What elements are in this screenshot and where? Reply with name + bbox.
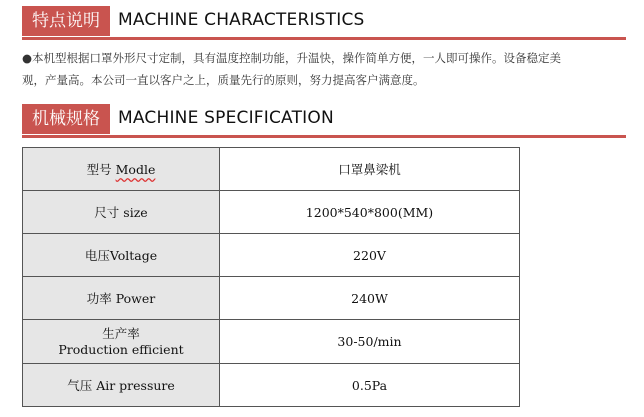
spec-label-model-cn: 型号 — [86, 162, 112, 177]
spec-label-air-pressure-en: Air pressure — [96, 378, 175, 393]
specification-table — [22, 147, 520, 407]
spec-label-voltage — [23, 234, 220, 277]
spec-label-size-en: size — [123, 205, 148, 220]
spec-value-production: 30-50/min — [220, 320, 520, 364]
spec-label-production-en: Production efficient — [58, 341, 184, 357]
table-row — [23, 191, 520, 234]
spec-label-air-pressure-cn: 气压 — [67, 378, 93, 393]
specification-tag: 机械规格 — [22, 104, 110, 134]
characteristics-description: ●本机型根据口罩外形尺寸定制，具有温度控制功能，升温快，操作简单方便，一人即可操作。设备稳定美观，产量高。本公司一直以客户之上，质量先行的原则，努力提高客户满意度。 — [22, 51, 562, 87]
specification-header — [22, 104, 626, 138]
spec-label-size — [23, 191, 220, 234]
spec-label-size-cn: 尺寸 — [94, 205, 120, 220]
spec-value-voltage: 220V — [220, 234, 520, 277]
spec-label-air-pressure — [23, 364, 220, 407]
spec-label-voltage-cn: 电压 — [84, 248, 110, 263]
characteristics-header — [22, 6, 626, 40]
spec-value-model: 口罩鼻梁机 — [220, 148, 520, 191]
table-row — [23, 148, 520, 191]
spec-label-power-cn: 功率 — [86, 291, 112, 306]
spec-label-voltage-en: Voltage — [109, 248, 158, 263]
characteristics-divider — [22, 37, 626, 40]
characteristics-title: MACHINE CHARACTERISTICS — [118, 10, 365, 30]
table-row — [23, 364, 520, 407]
specification-divider — [22, 135, 626, 138]
table-row — [23, 234, 520, 277]
specification-title: MACHINE SPECIFICATION — [118, 108, 334, 128]
table-row — [23, 277, 520, 320]
spec-value-size: 1200*540*800(MM) — [220, 191, 520, 234]
spec-label-power — [23, 277, 220, 320]
spec-label-model — [23, 148, 220, 191]
characteristics-tag: 特点说明 — [22, 6, 110, 36]
spec-value-air-pressure: 0.5Pa — [220, 364, 520, 407]
spec-label-production — [23, 320, 220, 364]
spec-label-power-en: Power — [115, 291, 156, 306]
table-row — [23, 320, 520, 364]
spec-label-production-cn: 生产率 — [102, 325, 140, 341]
spec-value-power: 240W — [220, 277, 520, 320]
spec-label-model-en: Modle — [115, 162, 156, 177]
